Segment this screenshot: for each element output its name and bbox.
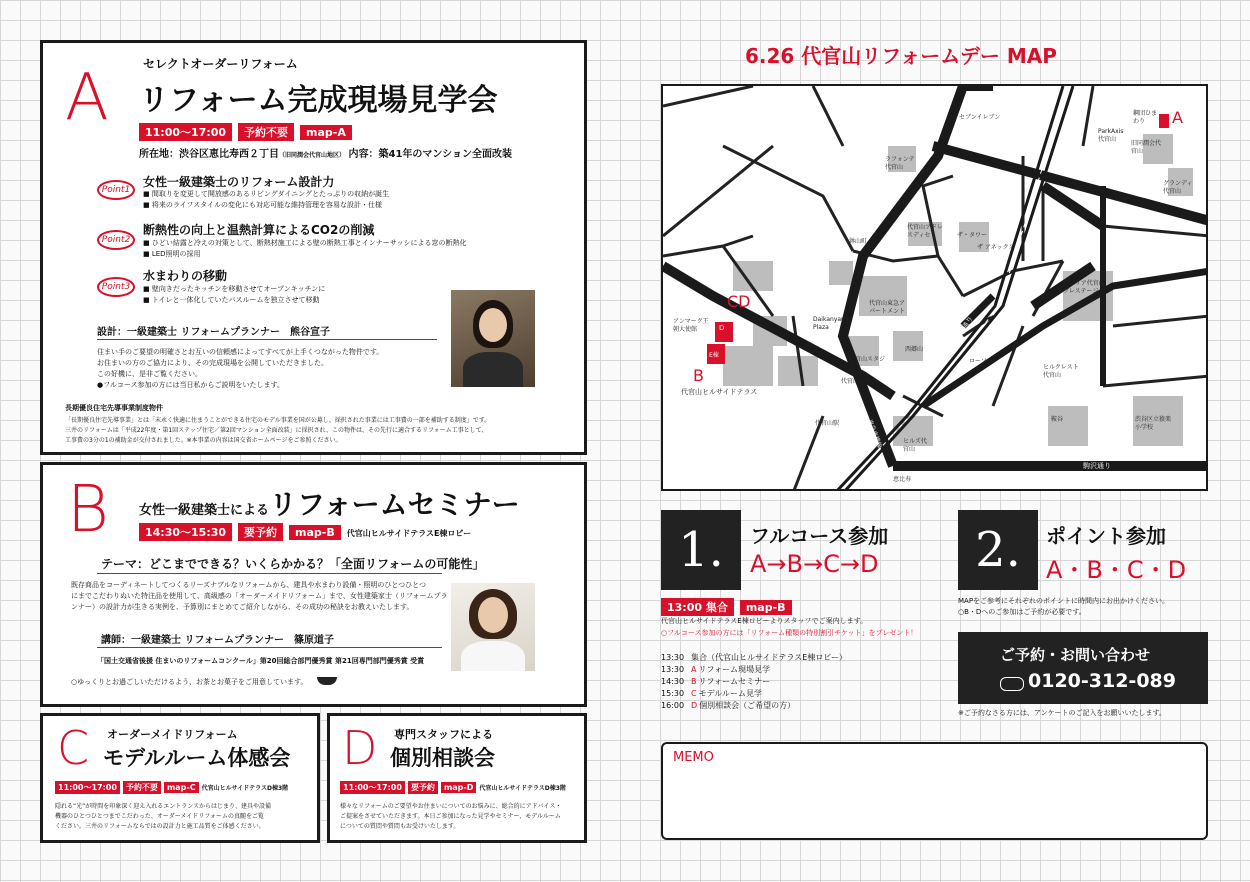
section-b-prefix: 女性一級建築士による: [139, 503, 270, 518]
map-label-sanka: 西郷山: [905, 346, 924, 353]
point1-line1: ■ 間取りを変更して開放感のあるリビングダイニングとたっぷりの収納が誕生: [143, 190, 390, 198]
section-d: [327, 713, 587, 843]
section-a-desc3: この好機に、是非ご覧ください。: [97, 370, 202, 378]
section-d-map-link[interactable]: map-D: [441, 782, 476, 793]
section-b-letter: B: [67, 473, 109, 547]
map-label-daikan-plaza: Daikanyama Plaza: [813, 316, 851, 331]
map-label-brilliant: ブリリア代官山プレステージ: [1063, 280, 1105, 295]
map-roads: [663, 86, 1208, 491]
map-marker-d-label: D: [719, 324, 725, 332]
section-c-title: モデルルーム体感会: [103, 745, 291, 770]
course2-title: ポイント参加: [1046, 524, 1166, 548]
section-a-map-link[interactable]: map-A: [300, 125, 352, 140]
section-b-desc1: 既存商品をコーディネートしてつくるリーズナブルなリフォームから、建具や水まわり設備・照明のひとつひとつ: [71, 581, 427, 589]
point3-title: 水まわりの移動: [143, 269, 228, 283]
map-label-tokyu: 東急東横線: [866, 418, 883, 450]
section-b-reserve: 要予約: [238, 523, 283, 541]
map-label-hachiman: 鉢山町: [849, 238, 868, 245]
map-label-annmark: アンマーク王朝大使館: [673, 318, 709, 333]
section-a-designer: 設計：一級建築士 リフォームプランナー 熊谷宣子: [97, 327, 330, 338]
section-b-theme-rule: [97, 573, 442, 574]
section-c-desc3: ください。三井のリフォームならではの設計力と施工品質をご体感ください。: [55, 823, 265, 830]
map-label-address: 代官山アドレスディセ: [907, 224, 944, 239]
point2-badge: Point2: [97, 230, 135, 250]
course1-number: 1.: [661, 510, 741, 590]
map-marker-a[interactable]: A: [1172, 108, 1183, 127]
schedule-row: 13:30 A リフォーム現場見学: [661, 665, 771, 674]
schedule-row: 16:00 D 個別相談会（ご希望の方）: [661, 701, 796, 710]
map-label-kuraya: 鞍谷: [1051, 416, 1064, 423]
contact-box: [958, 632, 1208, 704]
map-label-parkax: ParkAxis代官山: [1098, 128, 1124, 143]
section-d-time: 11:00〜17:00: [340, 781, 405, 794]
section-a-designer-rule: [97, 339, 437, 340]
course1-schedule: [661, 652, 847, 712]
section-b-desc2: にまでこだわりぬいた特注品を使用して、高級感の「オーダーメイドリフォーム」まで、女性建築家士（リフォームプラ: [71, 592, 448, 600]
map-label-hillside: 代官山ヒルサイドテラス: [681, 388, 758, 396]
schedule-row: 15:30 C モデルルーム見学: [661, 689, 762, 698]
map-label-hillcrest: ヒルクレスト代官山: [1043, 364, 1079, 379]
point3-badge: Point3: [97, 277, 135, 297]
section-a-desc1: 住まい手のご要望の明確さとお互いの信頼感によってすべてが上手くつながった物件です。: [97, 348, 384, 356]
map-label-stamp: 鋼団ひまわり: [1133, 110, 1158, 125]
point2-line1: ■ ひどい結露と冷えの対策として、断熱材施工による壁の断熱工事とインナーサッシによる窓の断熱化: [143, 239, 467, 247]
section-b-map-link[interactable]: map-B: [289, 525, 341, 540]
section-b-title-line: [139, 483, 520, 523]
section-c-time: 11:00〜17:00: [55, 781, 120, 794]
map-marker-cd[interactable]: CD: [727, 292, 751, 311]
map-label-theaddress: ザ・タワー: [957, 232, 988, 239]
course2-line2: ○B・Dへのご参加はご予約が必要です。: [958, 608, 1086, 616]
memo-box[interactable]: [661, 742, 1208, 840]
area-map: [661, 84, 1208, 491]
schedule-row: 14:30 B リフォームセミナー: [661, 677, 771, 686]
section-b-time: 14:30〜15:30: [139, 523, 232, 541]
section-a-tags: [139, 123, 358, 141]
map-label-twelve: 代官山交番: [841, 378, 872, 385]
point3-line1: ■ 壁向きだったキッチンを移動させてオープンキッチンに: [143, 285, 326, 293]
map-label-denen: 旧同潤会代官山: [1131, 140, 1162, 155]
section-b: [40, 462, 587, 707]
point2-line2: ■ LED照明の採用: [143, 250, 201, 258]
map-label-studio: 代官山スタジオ: [849, 356, 886, 371]
contact-title: ご予約・お問い合わせ: [1000, 646, 1151, 664]
course2-line1: MAPをご参考にそれぞれのポイントに時間内にお出かけください。: [958, 597, 1170, 605]
schedule-row: 13:30 集合（代官山ヒルサイドテラスE棟ロビー）: [661, 653, 847, 662]
course2-number: 2.: [958, 510, 1038, 590]
section-a-note2: 三井のリフォームは「平成22年度・第1回ステップ住宅／第2回マンション全面改装」に採択され、この物件は、その先行に適合するリフォーム工事として、: [65, 427, 488, 434]
section-b-venue: 代官山ヒルサイドテラスE棟ロビー: [346, 529, 472, 538]
map-title: 6.26 代官山リフォームデー MAP: [745, 44, 1057, 68]
section-d-desc3: についての質問や質問もお受けいたします。: [340, 823, 460, 830]
section-d-tags: [340, 781, 566, 794]
section-c: [40, 713, 320, 843]
map-label-seven: セブンイレブン: [959, 114, 1001, 121]
map-label-lafontaine: ラフォンテ代官山: [885, 156, 915, 171]
section-a-note-title: 長期優良住宅先導事業制度物件: [65, 404, 163, 412]
map-label-komaba: 駒沢通り: [1083, 462, 1111, 470]
section-c-map-link[interactable]: map-C: [164, 782, 199, 793]
section-b-theme: テーマ：どこまでできる？いくらかかる？「全面リフォームの可能性」: [101, 557, 485, 571]
map-label-daikan-ap: 代官山東急アパートメント: [869, 300, 906, 315]
section-c-reserve: 予約不要: [123, 781, 161, 794]
designer-photo: [451, 290, 535, 387]
map-label-annex: ザ アネックス: [977, 244, 1015, 251]
section-c-venue: 代官山ヒルサイドテラスD棟3階: [201, 785, 289, 792]
section-a-desc2: お住まいの方のご協力により、その完成現場を公開していただきました。: [97, 359, 328, 367]
section-c-desc2: 機器のひとつひとつまでこだわった、オーダーメイドリフォームの真髄をご覧: [55, 813, 264, 820]
section-b-lecturer: 講師：一級建築士 リフォームプランナー 篠原道子: [101, 635, 334, 646]
section-b-title: リフォームセミナー: [269, 488, 520, 521]
section-a-location: 所在地：渋谷区恵比寿西２丁目: [139, 149, 279, 160]
section-a-location-line: [139, 145, 512, 160]
section-b-lecturer-rule: [97, 647, 442, 648]
section-a: [40, 40, 587, 455]
point1-badge: Point1: [97, 180, 135, 200]
section-c-tags: [55, 781, 288, 794]
section-b-award: 「国土交通省後援 住まいのリフォームコンクール」第20回総合部門優秀賞 第21回専門部門優秀賞 受賞: [97, 657, 425, 665]
section-a-time: 11:00〜17:00: [139, 123, 232, 141]
section-a-title: リフォーム完成現場見学会: [139, 83, 498, 118]
map-marker-b[interactable]: B: [693, 366, 704, 385]
section-a-location-note: （旧同潤会代官山地区）: [279, 152, 346, 159]
section-b-desc3: ンナー）の設計力が生きる実例を、予算別にまとめてご紹介しながら、その成功の秘訣をお教えいたします。: [71, 603, 414, 611]
section-c-desc1: 隠れる“光”が時間を印象深く迎え入れるエントランスからはじまり、建具や設備: [55, 803, 272, 810]
section-d-letter: D: [342, 721, 378, 775]
section-a-content: 内容：築41年のマンション全面改装: [348, 149, 512, 160]
section-c-letter: C: [57, 721, 90, 775]
course1-gather-time: 13:00 集合: [661, 598, 734, 616]
point1-line2: ■ 将来のライフスタイルの変化にも対応可能な維持管理を容易な設計・仕様: [143, 201, 382, 209]
section-a-letter: A: [65, 61, 109, 135]
course1-gather: [661, 598, 798, 616]
point3-line2: ■ トイレと一体化していたバスルームを独立させて移動: [143, 296, 320, 304]
section-a-subtitle: セレクトオーダーリフォーム: [143, 57, 298, 71]
lecturer-photo: [451, 583, 535, 671]
contact-phone[interactable]: 0120-312-089: [1028, 670, 1176, 692]
map-label-kyu: 旧山手通り: [950, 314, 975, 350]
point2-title: 断熱性の向上と温熱計算によるCO2の削減: [143, 223, 375, 237]
course1-line2: ○フルコース参加の方には「リフォーム種類の特別割引チケット」をプレゼント！: [661, 629, 918, 637]
section-a-note1: 「長期優良住宅先導事業」とは「末永く快適に住まうことができる住宅のモデル事業を国が公募し、採択された事業には工事費の一部を補助する制度」です。: [65, 417, 491, 424]
section-d-desc2: ご提案をさせていただきます。本日ご参加になった見学やセミナー、モデルルーム: [340, 813, 561, 820]
section-a-reserve: 予約不要: [238, 123, 294, 141]
section-d-venue: 代官山ヒルサイドテラスD棟3階: [479, 785, 566, 792]
point1-title: 女性一級建築士のリフォーム設計力: [143, 175, 335, 189]
section-d-title: 個別相談会: [390, 745, 495, 770]
map-marker-e-label: E棟: [709, 352, 719, 359]
memo-label: MEMO: [673, 750, 714, 765]
map-label-shibuya: 渋谷区立猿楽小学校: [1135, 416, 1172, 431]
section-d-desc1: 様々なリフォームのご要望やお住まいについてのお悩みに、総合的にアドバイス・: [340, 803, 562, 810]
map-label-ebisu: 恵比寿: [893, 476, 912, 483]
course2-note: ※ご予約なさる方には、アンケートのご記入をお願いいたします。: [958, 709, 1166, 717]
course1-route: A→B→C→D: [750, 550, 879, 578]
section-d-subtitle: 専門スタッフによる: [394, 728, 493, 741]
course1-map-link[interactable]: map-B: [740, 600, 792, 615]
map-label-lawson: ローソン: [969, 358, 993, 365]
section-b-tags: [139, 523, 471, 541]
map-label-greendy: グランディ代官山: [1163, 180, 1193, 195]
course1-line1: 代官山ヒルサイドテラスE棟ロビーよりスタッフでご案内します。: [661, 617, 868, 625]
course2-route: A・B・C・D: [1046, 556, 1187, 584]
section-b-note: ○ゆっくりとお過ごしいただけるよう、お茶とお菓子をご用意しています。: [71, 678, 308, 686]
map-label-hills: ヒルズ代官山: [903, 438, 927, 453]
section-a-desc4: ●フルコース参加の方には当日私からご説明をいたします。: [97, 381, 284, 389]
section-d-reserve: 要予約: [408, 781, 438, 794]
map-label-station: 代官山駅: [815, 420, 840, 427]
section-a-note3: 工事費の3分の1の補助金が交付されました。※本事業の内容は国交省ホームページをご参照ください。: [65, 437, 342, 444]
free-dial-icon: [1000, 677, 1024, 691]
course1-title: フルコース参加: [750, 524, 889, 548]
section-c-subtitle: オーダーメイドリフォーム: [107, 728, 238, 741]
teacup-icon: [317, 677, 337, 685]
